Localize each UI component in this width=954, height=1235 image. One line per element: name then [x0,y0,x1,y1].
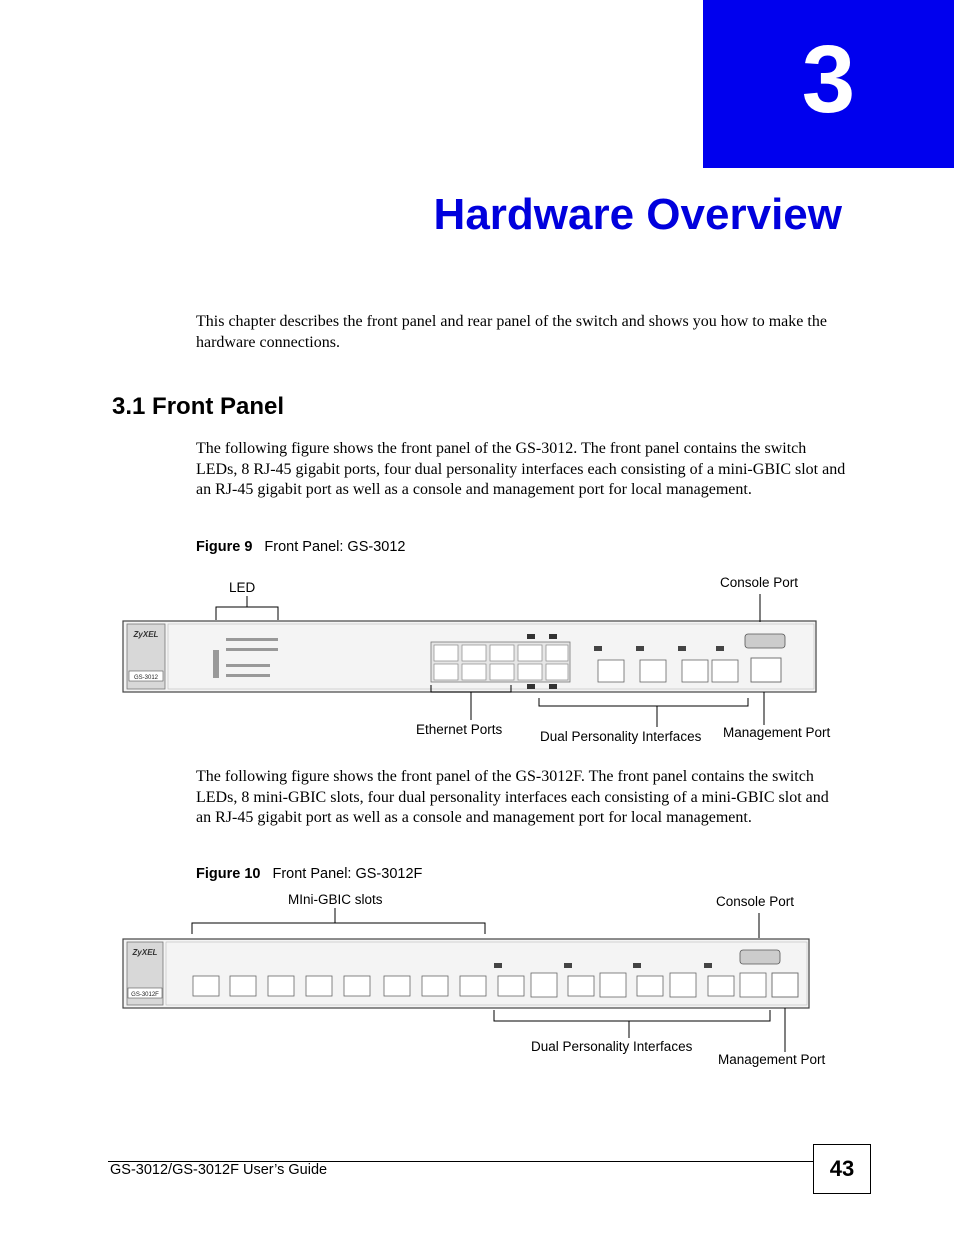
console-port-callout-label: Console Port [720,575,799,590]
ethernet-ports [431,634,570,689]
page-number: 43 [829,1156,855,1181]
dual-personality-callout-label: Dual Personality Interfaces [540,729,702,744]
management-port-2 [772,973,798,997]
console-port [745,634,785,648]
chapter-number: 3 [801,26,856,133]
front-panel-paragraph-1: The following figure shows the front panel of the GS-3012. The front panel contains the switch LEDs, 8 RJ-45 gigabit ports, four dual personality interfaces each consisting of a mini-GBIC slot and an RJ-45 gigabit port as well as a console and management port for local management. [196,440,846,498]
svg-text:ZyXEL: ZyXEL [133,630,159,639]
figure-9-title: Front Panel: GS-3012 [264,539,406,555]
figure-9-label: Figure 9 [196,539,253,555]
figure-10-label: Figure 10 [196,866,261,882]
led-callout-label: LED [229,580,256,595]
svg-text:ZyXEL: ZyXEL [132,948,158,957]
footer-guide-title: GS-3012/GS-3012F User’s Guide [110,1162,328,1178]
front-panel-paragraph-2: The following figure shows the front panel of the GS-3012F. The front panel contains the switch LEDs, 8 mini-GBIC slots, four dual personality interfaces each consisting of a mini-GBIC slot and an RJ-45 gigabit port as well as a console and management port for local management. [196,768,829,826]
section-heading: 3.1 Front Panel [112,393,285,420]
page-number-box [813,1144,871,1194]
gs3012f-front-panel [123,908,809,1052]
management-port-callout-label: Management Port [723,725,831,740]
model-tag-gs3012f: GS-3012F [131,992,159,998]
management-port-callout-label-2: Management Port [718,1052,826,1067]
console-port-2 [740,950,780,964]
management-port [751,658,781,682]
ethernet-ports-callout-label: Ethernet Ports [416,722,503,737]
model-tag-gs3012: GS-3012 [133,675,159,681]
dual-personality-callout-label-2: Dual Personality Interfaces [531,1039,693,1054]
mini-gbic-callout-label: MIni-GBIC slots [288,892,383,907]
figure-10-title: Front Panel: GS-3012F [272,866,423,882]
gs3012-front-panel [123,594,816,727]
console-port-callout-label-2: Console Port [716,894,795,909]
intro-paragraph: This chapter describes the front panel and rear panel of the switch and shows you how to make the hardware connections. [196,313,827,351]
chapter-title: Hardware Overview [433,190,842,239]
